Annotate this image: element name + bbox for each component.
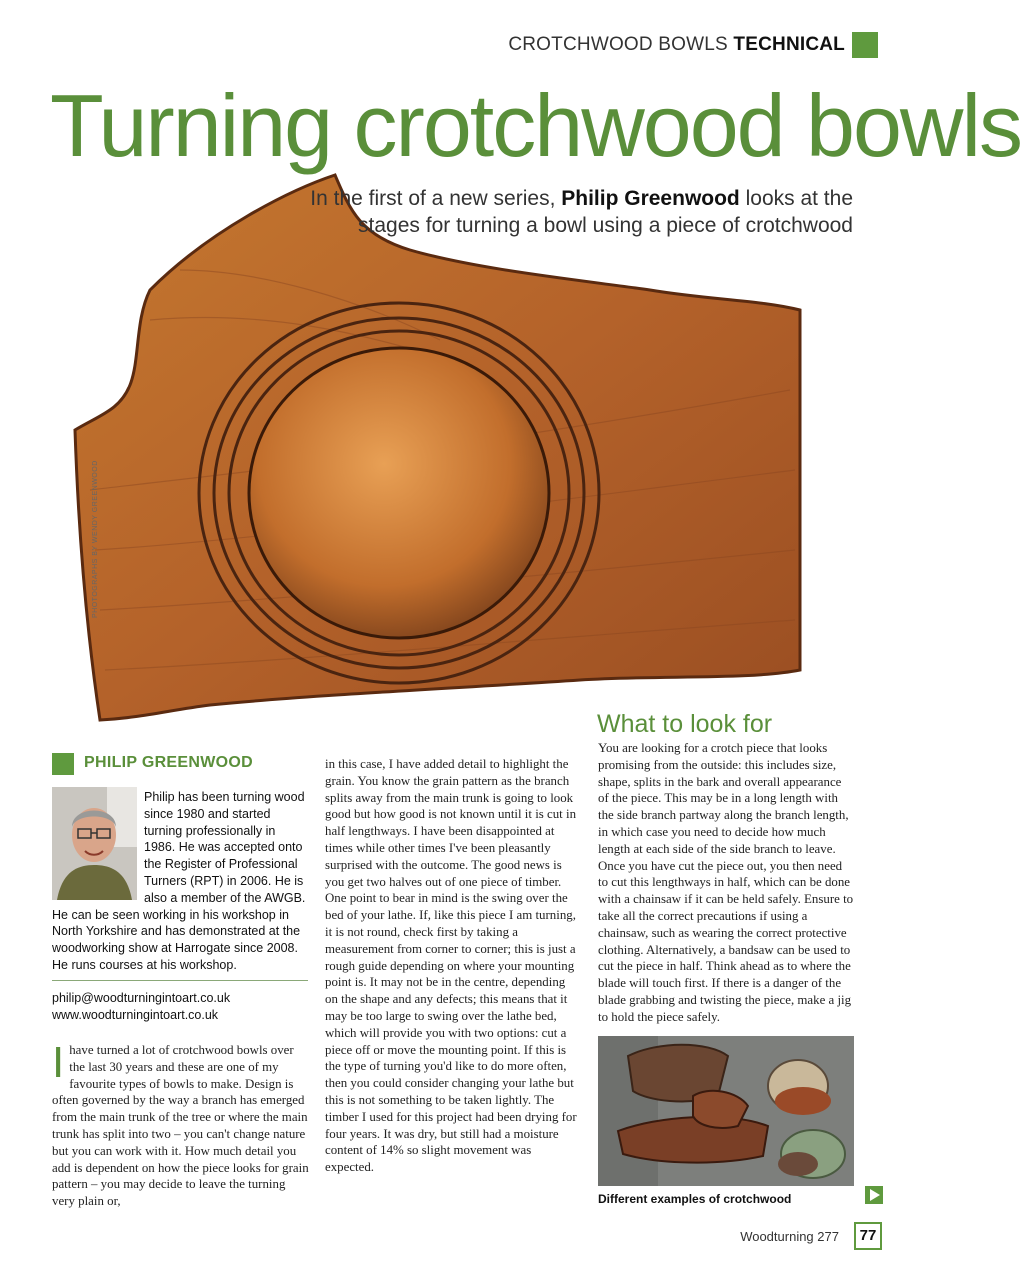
magazine-name: Woodturning xyxy=(740,1229,814,1244)
section-heading: What to look for xyxy=(597,710,773,738)
issue-number: 277 xyxy=(817,1229,839,1244)
category-label: TECHNICAL xyxy=(733,34,845,55)
header-accent-square xyxy=(852,32,878,58)
subtitle-rest: looks at the stages for turning a bowl using a piece of crotchwood xyxy=(358,187,853,237)
portrait-space xyxy=(52,789,144,899)
section-header xyxy=(508,34,845,56)
column-1-text: have turned a lot of crotchwood bowls over the last 30 years and these are one of my favourite types of bowls to make. Design is often governed by the way a branch has emerged from the main trunk of the tree or where the main trunk has split into two – you can't change nature but you can work with it. How much detail you add is dependent on how the piece looks for grain pattern – you may decide to leave the turning very plain or, xyxy=(52,1043,309,1209)
footer-magazine xyxy=(740,1229,839,1244)
author-accent-square xyxy=(52,753,74,775)
author-bio-text: Philip has been turning wood since 1980 and started turning professionally in 1986. He was accepted onto the Register of Professional Turners (RPT) in 2006. He is also a member of the AWGB. He can be seen working in his workshop in North Yorkshire and has demonstrated at the woodworking show at Harrogate since 2008. He runs courses at his workshop. xyxy=(52,790,306,972)
article-subtitle xyxy=(293,185,853,239)
crotchwood-bowl-photo xyxy=(60,170,805,730)
author-bio xyxy=(52,789,310,974)
photo-caption: Different examples of crotchwood xyxy=(598,1192,792,1206)
author-contact xyxy=(52,990,230,1024)
author-website[interactable]: www.woodturningintoart.co.uk xyxy=(52,1008,219,1022)
continue-arrow-icon xyxy=(865,1186,883,1204)
article-column-2: in this case, I have added detail to highlight the grain. You know the grain pattern as the branch splits away from the main trunk is going to look good but how good is not known until it is cut in half lengthways. I have been disappointed at times while other times I've been pleasantly surprised with the outcome. The good news is you get two halves out of one piece of timber. One point to bear in mind is the swing over the bed of your lathe. If, like this piece I am turning, it is not round, check first by taking a measurement from corner to corner; this is just a rough guide depending on where your mounting point is. It may not be in the centre, depending on the shape and any defects; this means that it may be too large to swing over the lathe bed, which will provide you with two options: cut a piece off or move the mounting point. If this is the type of turning you'd like to do more often, then you could consider changing your lathe but this is not something to be taken lightly. The timber I used for this project had been drying for four years. It was dry, but still had a moisture content of 14% so slight movement was expected. xyxy=(325,757,577,1175)
subtitle-intro: In the first of a new series, xyxy=(310,187,562,210)
photo-credit: PHOTOGRAPHS BY WENDY GREENWOOD xyxy=(92,460,99,618)
article-title: Turning crotchwood bowls xyxy=(50,76,1021,175)
section-label: CROTCHWOOD BOWLS xyxy=(508,34,728,55)
page-number: 77 xyxy=(854,1222,882,1250)
article-column-1 xyxy=(52,1038,309,1210)
bio-divider xyxy=(52,980,308,981)
drop-cap: I xyxy=(52,1038,65,1087)
crotchwood-examples-photo xyxy=(598,1036,854,1186)
article-column-3: You are looking for a crotch piece that looks promising from the outside: this includes size, shape, splits in the bark and overall appearance of the piece. This may be in a long length with the side branch partway along the branch length, in which case you need to decide how much length at each side of the side branch to leave. Once you have cut the piece out, you then need to cut this lengthways in half, which can be done with a chainsaw if it can be held safely. Ensure to take all the correct precautions if using a chainsaw, such as wearing the correct protective clothing. Alternatively, a bandsaw can be used to cut the piece in half. Think ahead as to where the blade will touch first. If there is a danger of the blade grabbing and twisting the piece, make a jig to hold the piece safely. xyxy=(598,741,854,1024)
author-email[interactable]: philip@woodturningintoart.co.uk xyxy=(52,991,231,1005)
author-name: PHILIP GREENWOOD xyxy=(84,754,253,771)
subtitle-author: Philip Greenwood xyxy=(561,187,740,210)
